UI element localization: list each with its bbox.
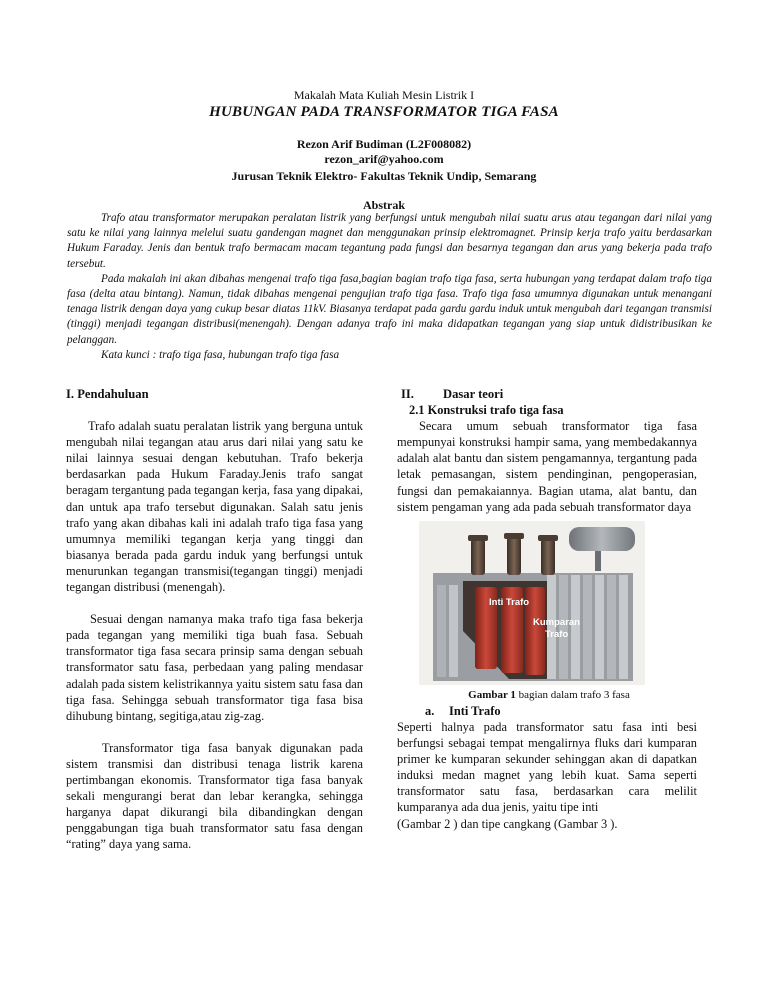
figure-caption-text: bagian dalam trafo 3 fasa [515,688,630,701]
section-heading-theory [397,386,697,402]
transformer-illustration [419,521,645,685]
label-core: Inti Trafo [489,596,530,608]
bushings [468,533,558,575]
transformer-figure [419,521,645,685]
figure-caption-number: Gambar 1 [468,688,516,701]
label-coil-line-2: Trafo [545,628,569,640]
section-title: Dasar teori [443,387,504,401]
section-heading-introduction: I. Pendahuluan [66,387,149,401]
intro-paragraph-2: Sesuai dengan namanya maka trafo tiga fasa bekerja pada tegangan yang memiliki tiga buah fasa. Sebuah transformator tiga fasa secara prinsip sama dengan sebuah transformator satu fasa, perbedaan yang paling mendasar adalah pada sistem kelistrikannya yaitu sistem satu fasa dan tiga fasa. Sehingga sebuah transformator tiga fasa bisa dihubung bintang, segitiga,atau zig-zag. [66,612,363,723]
author-affiliation: Jurusan Teknik Elektro- Fakultas Teknik Undip, Semarang [231,169,537,183]
theory-paragraph-1: Secara umum sebuah transformator tiga fasa mempunyai konstruksi hampir sama, yang membedakannya adalah alat bantu dan sistem pengamannya, tergantung pada letak pemasangan, sistem pendinginan, pengoperasian, fungsi dan pemakaiannya. Bagian utama, alat bantu, dan sistem pengaman yang ada pada sebuah transformator daya [397,419,697,514]
section-number: II. [401,387,414,401]
author-email: rezon_arif@yahoo.com [324,152,444,166]
subsection-heading-construction: 2.1 Konstruksi trafo tiga fasa [409,403,564,418]
core-paragraph-1: Seperti halnya pada transformator satu fasa inti besi berfungsi sebagai tempat mengalirnya fluks dari kumparan primer ke kumparan sekunder sehinggan akan di dapatkan induksi medan magnet yang lebih kuat. Sama seperti transformator satu fasa, berdasarkan cara melilit kumparanya ada dua jenis, yaitu tipe inti [397,719,697,815]
abstract-heading: Abstrak [362,198,405,212]
abstract-body [67,211,712,363]
subsection-heading-core [397,703,697,719]
intro-paragraph-3: Transformator tiga fasa banyak digunakan pada sistem transmisi dan distribusi tenaga listrik karena pertimbangan ekonomis. Transformator tiga fasa banyak sekali mengurangi berat dan lebar kerangka, sehingga harganya dapat dikurangi bila dibandingkan dengan penggabungan tiga buah transformator satu fasa dengan “rating” daya yang sama. [66,740,363,852]
intro-paragraph-1: Trafo adalah suatu peralatan listrik yang berguna untuk mengubah nilai tegangan atau arus dari nilai yang satu ke nilai lainnya sesuai dengan kebutuhan. Trafo bekerja berdasarkan pada Hukum Faraday.Jenis trafo sangat beragam tergantung pada tegangan kerja, fasa yang dipakai, dan untuk apa trafo tersebut digunakan. Salah satu jenis trafo yang akan dibahas kali ini adalah trafo tiga fasa yang umumnya memiliki tegangan kerja yang tinggi dan biasanya berada pada gardu induk yang berfungsi untuk menurunkan tegangan transmisi(tegangan tinggi) menjadi tegangan distribusi (menengah). [66,419,363,595]
subsection-label: a. [425,703,435,718]
author-name: Rezon Arif Budiman (L2F008082) [296,137,472,151]
abstract-keywords: Kata kunci : trafo tiga fasa, hubungan trafo tiga fasa [101,348,340,361]
course-line: Makalah Mata Kuliah Mesin Listrik I [293,88,475,102]
abstract-paragraph-2: Pada makalah ini akan dibahas mengenai trafo tiga fasa,bagian bagian trafo tiga fasa, serta hubungan yang terdapat dalam trafo tiga fasa (delta atau bintang). Namun, tidak dibahas mengenai pengujian trafo tiga fasa. Trafo tiga fasa umumnya digunakan untuk menangani tenaga listrik dengan daya yang cukup besar diatas 11kV. Biasanya terdapat pada gardu gardu induk untuk mengubah dari tegangan transmisi (tinggi) menjadi tegangan distribusi(menengah). Dengan adanya trafo ini maka didapatkan tegangan yang siap untuk didistribusikan ke pelanggan. [67,272,712,346]
abstract-paragraph-1: Trafo atau transformator merupakan peralatan listrik yang berfungsi untuk mengubah nilai suatu arus atau tegangan dari nilai yang satu ke nilai yang lainnya melelui suatu gandengan magnet dan menggunakan prinsip elektromagnet. Prinsip kerja trafo yaitu berdasarkan Hukum Faraday. Jenis dan bentuk trafo bermacam macam tegantung pada fungsi dan besarnya tegangan dan arus yang bekerja pada trafo tersebut. [67,212,712,270]
paper-title: HUBUNGAN PADA TRANSFORMATOR TIGA FASA [209,104,559,120]
right-column [397,386,697,832]
figure-caption [397,687,697,703]
core-paragraph-2: (Gambar 2 ) dan tipe cangkang (Gambar 3 ). [397,816,618,831]
label-coil-line-1: Kumparan [533,616,580,628]
subsection-title: Inti Trafo [449,703,501,718]
conservator-tank [569,527,635,551]
left-column [66,386,363,852]
